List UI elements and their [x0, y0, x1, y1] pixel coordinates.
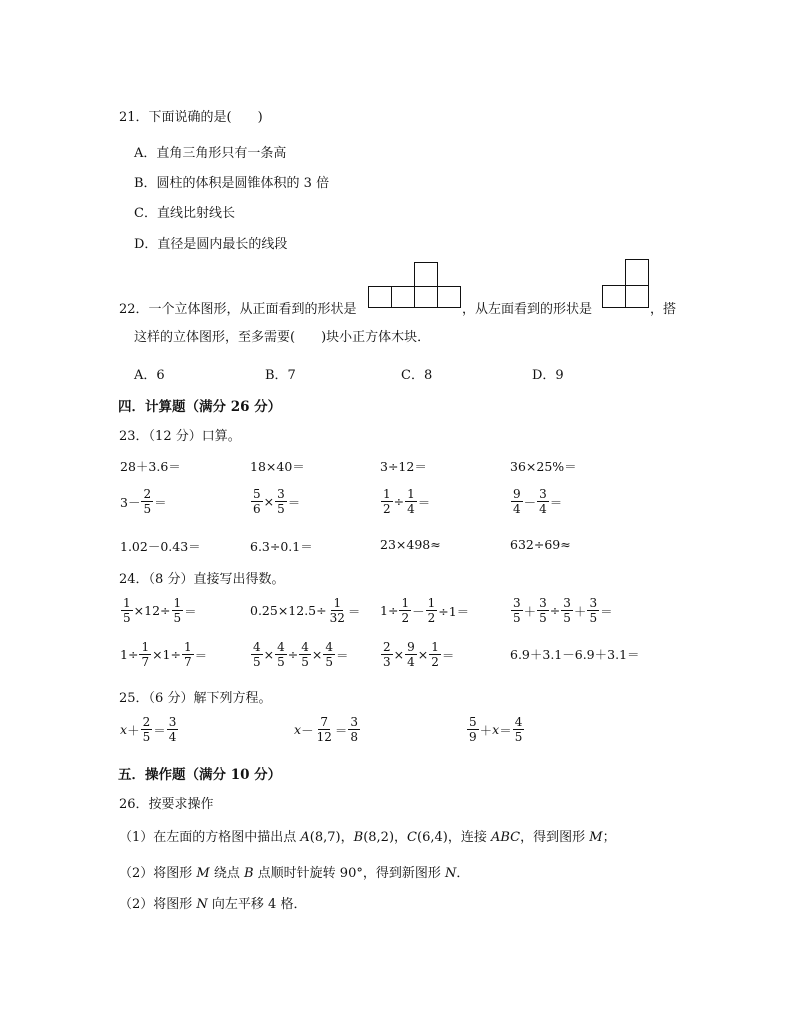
q23-r1-c: 3÷12＝: [380, 459, 427, 474]
operator: ＋: [523, 603, 537, 619]
denominator: 4: [407, 655, 415, 669]
q21-option-c: C．直线比射线长: [134, 206, 235, 221]
q23-r2-c: [380, 488, 430, 515]
fraction: [467, 716, 479, 743]
q25-equation-1: [120, 716, 179, 743]
point-label: A: [300, 830, 310, 845]
variable: x: [120, 722, 128, 737]
denominator: 5: [142, 730, 151, 744]
denominator: 5: [123, 611, 131, 625]
fraction: [182, 641, 194, 668]
denominator: 2: [431, 655, 439, 669]
fraction: [537, 597, 549, 624]
q23-r1-b: 18×40＝: [250, 459, 305, 474]
fraction: [328, 597, 347, 624]
operator: ＝: [600, 603, 613, 619]
shape-label: ABC: [490, 830, 521, 845]
numerator: 3: [539, 487, 547, 501]
point-label: C: [407, 830, 417, 845]
q23-r3-c: 23×498≈: [380, 537, 441, 552]
denominator: 9: [469, 730, 477, 744]
q24-r1-a: [120, 597, 197, 624]
numerator: 4: [514, 715, 523, 729]
denominator: 7: [183, 655, 192, 669]
numerator: 1: [401, 596, 410, 610]
denominator: 5: [589, 611, 598, 625]
equals-sign: ＝: [499, 722, 512, 738]
coordinate: (6,4): [417, 830, 448, 845]
fraction: [511, 488, 523, 515]
denominator: 2: [427, 611, 436, 625]
denominator: 5: [277, 655, 285, 669]
numerator: 3: [589, 596, 598, 610]
q23-r2-d: [510, 488, 562, 515]
denominator: 5: [325, 655, 334, 669]
denominator: 4: [168, 730, 177, 744]
point-label: B: [243, 866, 254, 881]
fraction: [121, 597, 133, 624]
q23-r2-a: [120, 488, 167, 515]
numerator: 3: [277, 487, 285, 501]
front-view-cell: [437, 286, 461, 308]
expr-text: ＝: [287, 494, 301, 510]
denominator: 5: [539, 611, 547, 625]
shape-label: N: [196, 897, 208, 912]
front-view-cell: [414, 262, 438, 287]
fraction: [511, 597, 523, 624]
numerator: 9: [513, 487, 521, 501]
step-text: ；: [602, 830, 616, 845]
operator: ÷: [287, 647, 299, 662]
step-text: ，: [394, 830, 408, 845]
numerator: 2: [383, 640, 391, 654]
q22-stem-part2: ，从左面看到的形状是: [462, 302, 593, 317]
step-text: 向左平移 4 格．: [207, 897, 307, 912]
fraction: [141, 716, 153, 743]
shape-label: M: [196, 866, 210, 881]
step-text: （1）在左面的方格图中描出点: [119, 830, 301, 845]
point-label: B: [353, 830, 364, 845]
expr-text: ＝: [154, 494, 167, 510]
denominator: 5: [253, 655, 261, 669]
q25-equation-2: [294, 716, 361, 743]
q22-option-c: C．8: [401, 368, 433, 383]
fraction: [141, 488, 153, 515]
q21-stem: 21．下面说确的是( ): [119, 110, 263, 125]
numerator: 4: [301, 640, 309, 654]
q21-option-d: D．直径是圆内最长的线段: [134, 237, 288, 252]
q26-stem: 26．按要求操作: [119, 797, 214, 812]
denominator: 5: [514, 730, 523, 744]
section-5-heading: 五．操作题（满分 10 分）: [118, 767, 282, 783]
fraction: [405, 488, 417, 515]
q23-r3-d: 632÷69≈: [510, 537, 571, 552]
shape-label: N: [445, 866, 457, 881]
expr-text: ＝: [549, 494, 563, 510]
numerator: 1: [123, 596, 131, 610]
numerator: 3: [350, 715, 359, 729]
q23-r1-d: 36×25%＝: [510, 459, 577, 474]
numerator: 1: [431, 640, 439, 654]
denominator: 5: [173, 611, 182, 625]
step-text: （2）将图形: [119, 866, 197, 881]
coordinate: (8,2): [363, 830, 395, 845]
q22-stem-line2: 这样的立体图形，至多需要( )块小正方体木块．: [134, 330, 431, 345]
q24-r2-b: [250, 641, 349, 668]
equals-sign: ＝: [334, 722, 348, 738]
q22-stem-part1: 22．一个立体图形，从正面看到的形状是: [119, 302, 357, 317]
numerator: 2: [142, 715, 151, 729]
denominator: 5: [277, 502, 285, 516]
numerator: 4: [253, 640, 261, 654]
expr-text: 1÷: [120, 647, 139, 662]
q23-r3-b: 6.3÷0.1＝: [250, 539, 313, 554]
numerator: 1: [333, 596, 342, 610]
q25-equation-3: [466, 716, 525, 743]
operator: ＋: [479, 722, 493, 738]
expr-text: 0.25×12.5÷: [250, 603, 327, 618]
q26-step-1: [119, 826, 616, 845]
step-text: ，连接: [447, 830, 491, 845]
operator: ×: [263, 494, 275, 509]
operator: ×: [311, 647, 323, 662]
denominator: 5: [301, 655, 309, 669]
fraction: [251, 488, 263, 515]
operator: －: [412, 603, 425, 619]
left-view-figure: [602, 259, 650, 308]
fraction: [323, 641, 335, 668]
q24-r2-d: 6.9＋3.1－6.9＋3.1＝: [510, 647, 640, 662]
left-view-cell: [625, 259, 649, 286]
fraction: [251, 641, 263, 668]
numerator: 4: [277, 640, 285, 654]
fraction: [381, 488, 393, 515]
q22-stem-part3: ，搭: [650, 302, 677, 317]
q21-option-a: A．直角三角形只有一条高: [134, 146, 287, 161]
expr-text: ＝: [417, 494, 431, 510]
denominator: 2: [401, 611, 410, 625]
operator: ＝: [336, 647, 349, 663]
denominator: 3: [383, 655, 391, 669]
expr-text: 3－: [120, 494, 141, 510]
fraction: [537, 488, 549, 515]
q24-stem: 24．（8 分）直接写出得数。: [119, 572, 285, 587]
fraction: [561, 597, 573, 624]
step-text: 绕点: [209, 866, 244, 881]
front-view-cell: [391, 286, 415, 308]
q23-r3-a: 1.02－0.43＝: [120, 539, 201, 554]
step-text: ．: [456, 866, 470, 881]
shape-label: M: [589, 830, 603, 845]
q22-option-a: A．6: [134, 368, 165, 383]
left-view-cell: [625, 285, 649, 308]
coordinate: (8,7): [309, 830, 341, 845]
denominator: 12: [316, 730, 332, 744]
denominator: 8: [350, 730, 359, 744]
section-4-heading: 四．计算题（满分 26 分）: [118, 399, 282, 415]
front-view-cell: [368, 286, 392, 308]
q24-r1-c: [380, 597, 469, 624]
numerator: 3: [168, 715, 177, 729]
operator: ＋: [573, 603, 587, 619]
step-text: ，得到图形: [520, 830, 590, 845]
operator: ×: [393, 647, 405, 662]
denominator: 4: [513, 502, 521, 516]
operator: ＋: [127, 722, 140, 738]
denominator: 5: [143, 502, 152, 516]
expr-text: ＝: [184, 603, 197, 619]
q25-stem: 25．（6 分）解下列方程。: [119, 691, 272, 706]
denominator: 5: [563, 611, 571, 625]
q22-option-b: B．7: [265, 368, 296, 383]
fraction: [275, 641, 287, 668]
operator: ÷: [549, 603, 561, 618]
numerator: 1: [173, 596, 182, 610]
fraction: [405, 641, 417, 668]
numerator: 4: [325, 640, 334, 654]
expr-text: ＝: [347, 603, 361, 619]
numerator: 1: [383, 487, 391, 501]
step-text: （2）将图形: [119, 897, 197, 912]
fraction: [275, 488, 287, 515]
expr-text: ×1÷: [152, 647, 181, 662]
fraction: [587, 597, 599, 624]
left-view-cell: [602, 285, 626, 308]
numerator: 2: [143, 487, 152, 501]
fraction: [513, 716, 525, 743]
operator: ÷: [393, 494, 405, 509]
q26-step-2: [119, 862, 469, 881]
q24-r2-a: [120, 641, 207, 668]
fraction: [139, 641, 151, 668]
fraction: [381, 641, 393, 668]
expr-text: ÷1＝: [438, 603, 470, 619]
fraction: [167, 716, 179, 743]
q21-option-b: B．圆柱的体积是圆锥体积的 3 倍: [134, 176, 330, 191]
denominator: 6: [253, 502, 261, 516]
q22-option-d: D．9: [532, 368, 564, 383]
denominator: 2: [383, 502, 391, 516]
expr-text: 1÷: [380, 603, 399, 618]
numerator: 5: [253, 487, 261, 501]
numerator: 3: [513, 596, 521, 610]
q24-r1-b: [250, 597, 360, 624]
denominator: 7: [141, 655, 150, 669]
front-view-figure: [368, 262, 462, 308]
numerator: 9: [407, 640, 415, 654]
expr-text: ＝: [194, 647, 208, 663]
operator: ×: [417, 647, 429, 662]
fraction: [348, 716, 360, 743]
denominator: 4: [539, 502, 547, 516]
fraction: [426, 597, 438, 624]
equals-sign: ＝: [153, 722, 166, 738]
operator: ＝: [441, 647, 455, 663]
denominator: 32: [329, 611, 345, 625]
numerator: 1: [183, 640, 192, 654]
q23-r1-a: 28＋3.6＝: [120, 459, 181, 474]
denominator: 4: [407, 502, 415, 516]
q24-r1-d: [510, 597, 613, 624]
numerator: 1: [407, 487, 415, 501]
fraction: [315, 716, 334, 743]
numerator: 1: [427, 596, 436, 610]
denominator: 5: [513, 611, 521, 625]
q24-r2-c: [380, 641, 454, 668]
q23-r2-b: [250, 488, 300, 515]
numerator: 3: [539, 596, 547, 610]
variable: x: [492, 722, 500, 737]
fraction: [399, 597, 411, 624]
numerator: 5: [469, 715, 477, 729]
step-text: 点顺时针旋转 90°，得到新图形: [253, 866, 445, 881]
operator: ×: [263, 647, 275, 662]
fraction: [429, 641, 441, 668]
fraction: [172, 597, 184, 624]
operator: －: [301, 722, 314, 738]
expr-text: ×12÷: [133, 603, 171, 618]
numerator: 3: [563, 596, 571, 610]
q26-step-3: [119, 893, 306, 912]
variable: x: [294, 722, 302, 737]
step-text: ，: [340, 830, 354, 845]
numerator: 1: [141, 640, 150, 654]
fraction: [299, 641, 311, 668]
front-view-cell: [414, 286, 438, 308]
operator: －: [523, 494, 537, 510]
q23-stem: 23．（12 分）口算。: [119, 429, 241, 444]
numerator: 7: [320, 715, 329, 729]
